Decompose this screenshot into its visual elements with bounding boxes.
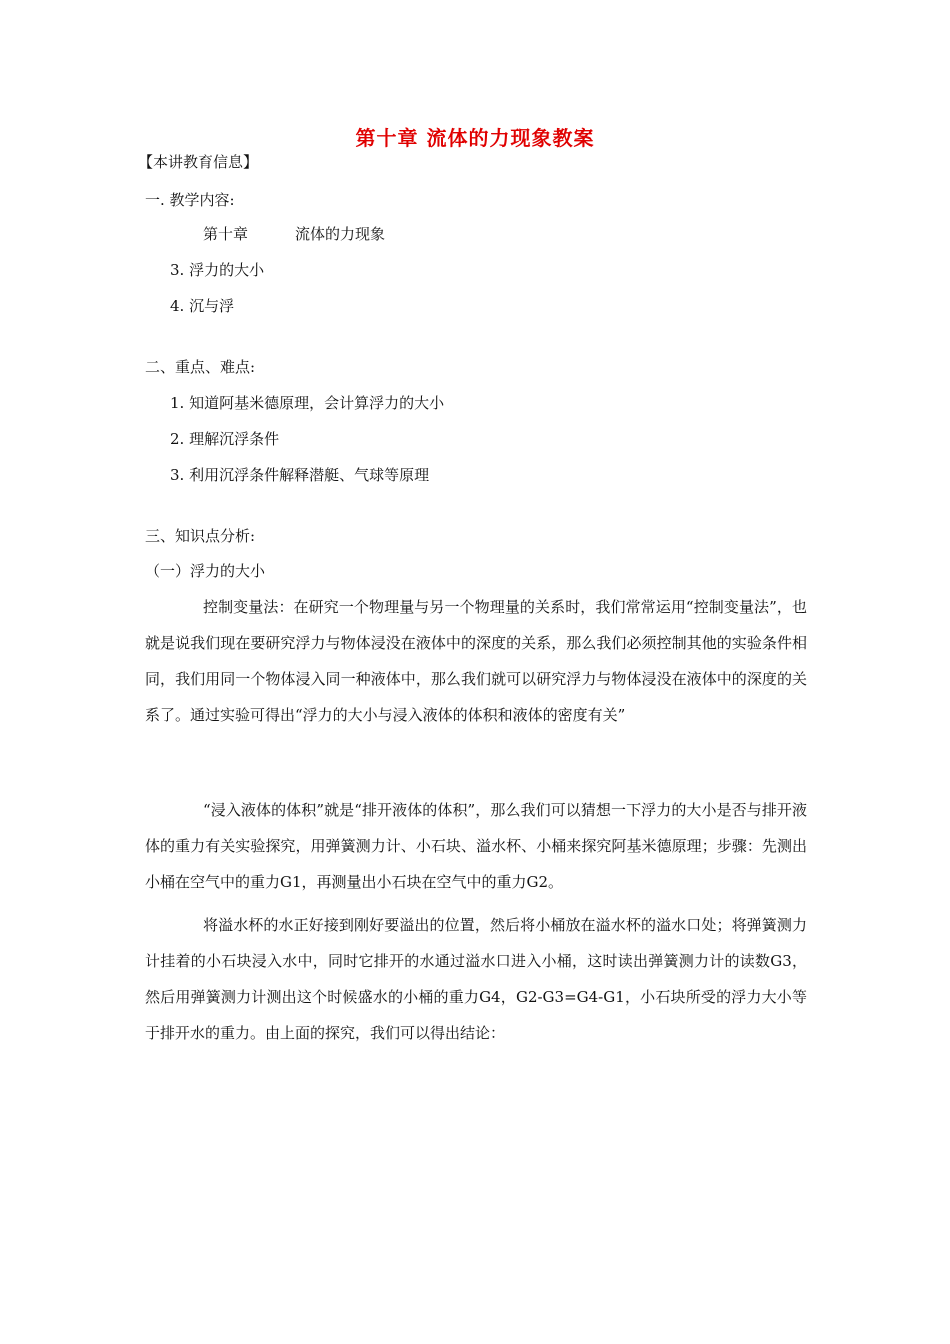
info-header: 【本讲教育信息】 xyxy=(138,153,259,171)
section-2-item: 1. 知道阿基米德原理，会计算浮力的大小 xyxy=(170,394,445,412)
chapter-number: 第十章 xyxy=(203,225,249,243)
section-2-heading: 二、重点、难点: xyxy=(145,358,256,376)
document-title: 第十章 流体的力现象教案 xyxy=(355,126,595,150)
body-paragraph: “浸入液体的体积”就是“排开液体的体积”，那么我们可以猜想一下浮力的大小是否与排开液体的重力有关实验探究，用弹簧测力计、小石块、溢水杯、小桶来探究阿基米德原理；步骤：先测出小桶在空气中的重力G1，再测量出小石块在空气中的重力G2。 xyxy=(145,801,807,891)
chapter-name: 流体的力现象 xyxy=(295,225,386,243)
section-3-subheading: （一）浮力的大小 xyxy=(145,562,266,580)
section-1-heading: 一. 教学内容: xyxy=(145,191,235,209)
section-2-item: 2. 理解沉浮条件 xyxy=(170,430,280,448)
section-1-item: 3. 浮力的大小 xyxy=(170,261,265,279)
section-1-item: 4. 沉与浮 xyxy=(170,297,235,315)
body-paragraph: 将溢水杯的水正好接到刚好要溢出的位置，然后将小桶放在溢水杯的溢水口处；将弹簧测力计挂着的小石块浸入水中，同时它排开的水通过溢水口进入小桶，这时读出弹簧测力计的读数G3，然后用弹簧测力计测出这个时候盛水的小桶的重力G4，G2-G3=G4-G1，小石块所受的浮力大小等于排开水的重力。由上面的探究，我们可以得出结论： xyxy=(145,916,807,1042)
body-paragraph: 控制变量法：在研究一个物理量与另一个物理量的关系时，我们常常运用“控制变量法”，也就是说我们现在要研究浮力与物体浸没在液体中的深度的关系，那么我们必须控制其他的实验条件相同，我们用同一个物体浸入同一种液体中，那么我们就可以研究浮力与物体浸没在液体中的深度的关系了。通过实验可得出“浮力的大小与浸入液体的体积和液体的密度有关” xyxy=(145,598,807,724)
section-3-heading: 三、知识点分析: xyxy=(145,527,256,545)
section-2-item: 3. 利用沉浮条件解释潜艇、气球等原理 xyxy=(170,466,430,484)
